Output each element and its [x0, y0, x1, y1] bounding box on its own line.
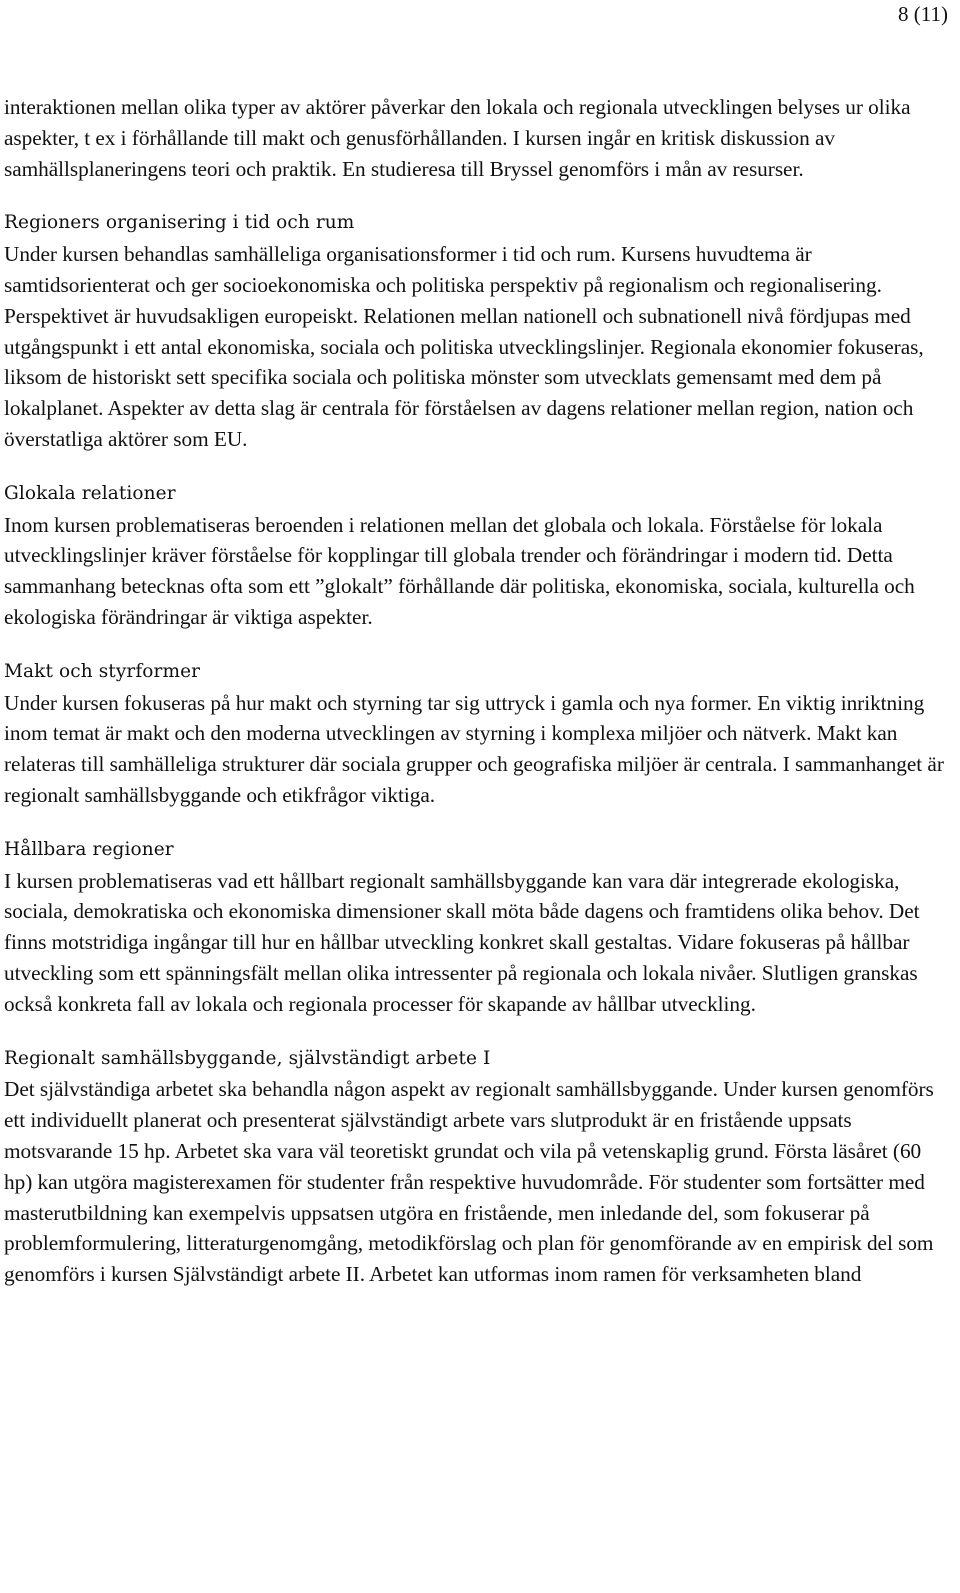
section-heading: Hållbara regioner: [4, 838, 174, 860]
section-heading: Glokala relationer: [4, 482, 176, 504]
intro-paragraph: interaktionen mellan olika typer av aktörer påverkar den lokala och regionala utvecklingen belyses ur olika aspekter, t ex i förhållande till makt och genusförhållanden. I kursen ingår en kritisk diskussion av samhällsplaneringens teori och praktik. En studieresa till Bryssel genomförs i mån av resurser.: [4, 95, 911, 181]
section-body: Det självständiga arbetet ska behandla någon aspekt av regionalt samhällsbyggande. Under kursen genomförs ett individuellt planerat och presenterat självständigt arbete vars slutprodukt är en fristående uppsats motsvarande 15 hp. Arbetet ska vara väl teoretiskt grundat och vila på vetenskaplig grund. Första läsåret (60 hp) kan utgöra magisterexamen för studenter från respektive huvudområde. För studenter som fortsätter med masterutbildning kan exempelvis uppsatsen utgöra en fristående, men inledande del, som fokuserar på problemformulering, litteraturgenomgång, metodikförslag och plan för genomförande av en empirisk del som genomförs i kursen Självständigt arbete II. Arbetet kan utformas inom ramen för verksamheten bland: [4, 1077, 934, 1287]
section-body: Under kursen behandlas samhälleliga organisationsformer i tid och rum. Kursens huvudtema är samtidsorienterat och ger socioekonomiska och politiska perspektiv på regionalism och regionalisering. Perspektivet är huvudsakligen europeiskt. Relationen mellan nationell och subnationell nivå fördjupas med utgångspunkt i ett antal ekonomiska, sociala och politiska utvecklingslinjer. Regionala ekonomier fokuseras, liksom de historiskt sett specifika sociala och politiska mönster som utvecklats gemensamt med dem på lokalplanet. Aspekter av detta slag är centrala för förståelsen av dagens relationer mellan region, nation och överstatliga aktörer som EU.: [4, 242, 924, 451]
section-heading: Regioners organisering i tid och rum: [4, 212, 355, 234]
section-heading: Makt och styrformer: [4, 660, 201, 682]
page-number: 8 (11): [898, 2, 948, 26]
section-sjalvstandigt-arbete: [4, 1044, 952, 1290]
section-body: I kursen problematiseras vad ett hållbart regionalt samhällsbyggande kan vara där integrerade ekologiska, sociala, demokratiska och ekonomiska dimensioner skall möta både dagens och framtidens olika behov. Det finns motstridiga ingångar till hur en hållbar utveckling konkret skall gestaltas. Vidare fokuseras på hållbar utveckling som ett spänningsfält mellan olika intressenter på regionala och lokala nivåer. Slutligen granskas också konkreta fall av lokala och regionala processer för skapande av hållbar utveckling.: [4, 868, 920, 1016]
document-body: [4, 92, 952, 1290]
section-makt-och-styrformer: [4, 657, 952, 811]
section-body: Inom kursen problematiseras beroenden i relationen mellan det globala och lokala. Förståelse för lokala utvecklingslinjer kräver förståelse för kopplingar till globala trender och förändringar i modern tid. Detta sammanhang betecknas ofta som ett ”glokalt” förhållande där politiska, ekonomiska, sociala, kulturella och ekologiska förändringar är viktiga aspekter.: [4, 512, 915, 629]
section-glokala-relationer: [4, 479, 952, 633]
section-hallbara-regioner: [4, 835, 952, 1020]
section-heading: Regionalt samhällsbyggande, självständigt arbete I: [4, 1047, 491, 1069]
section-regioners-organisering: [4, 208, 952, 454]
section-body: Under kursen fokuseras på hur makt och styrning tar sig uttryck i gamla och nya former. En viktig inriktning inom temat är makt och den moderna utvecklingen av styrning i komplexa miljöer och nätverk. Makt kan relateras till samhälleliga strukturer där sociala grupper och geografiska miljöer är centrala. I sammanhanget är regionalt samhällsbyggande och etikfrågor viktiga.: [4, 690, 944, 807]
